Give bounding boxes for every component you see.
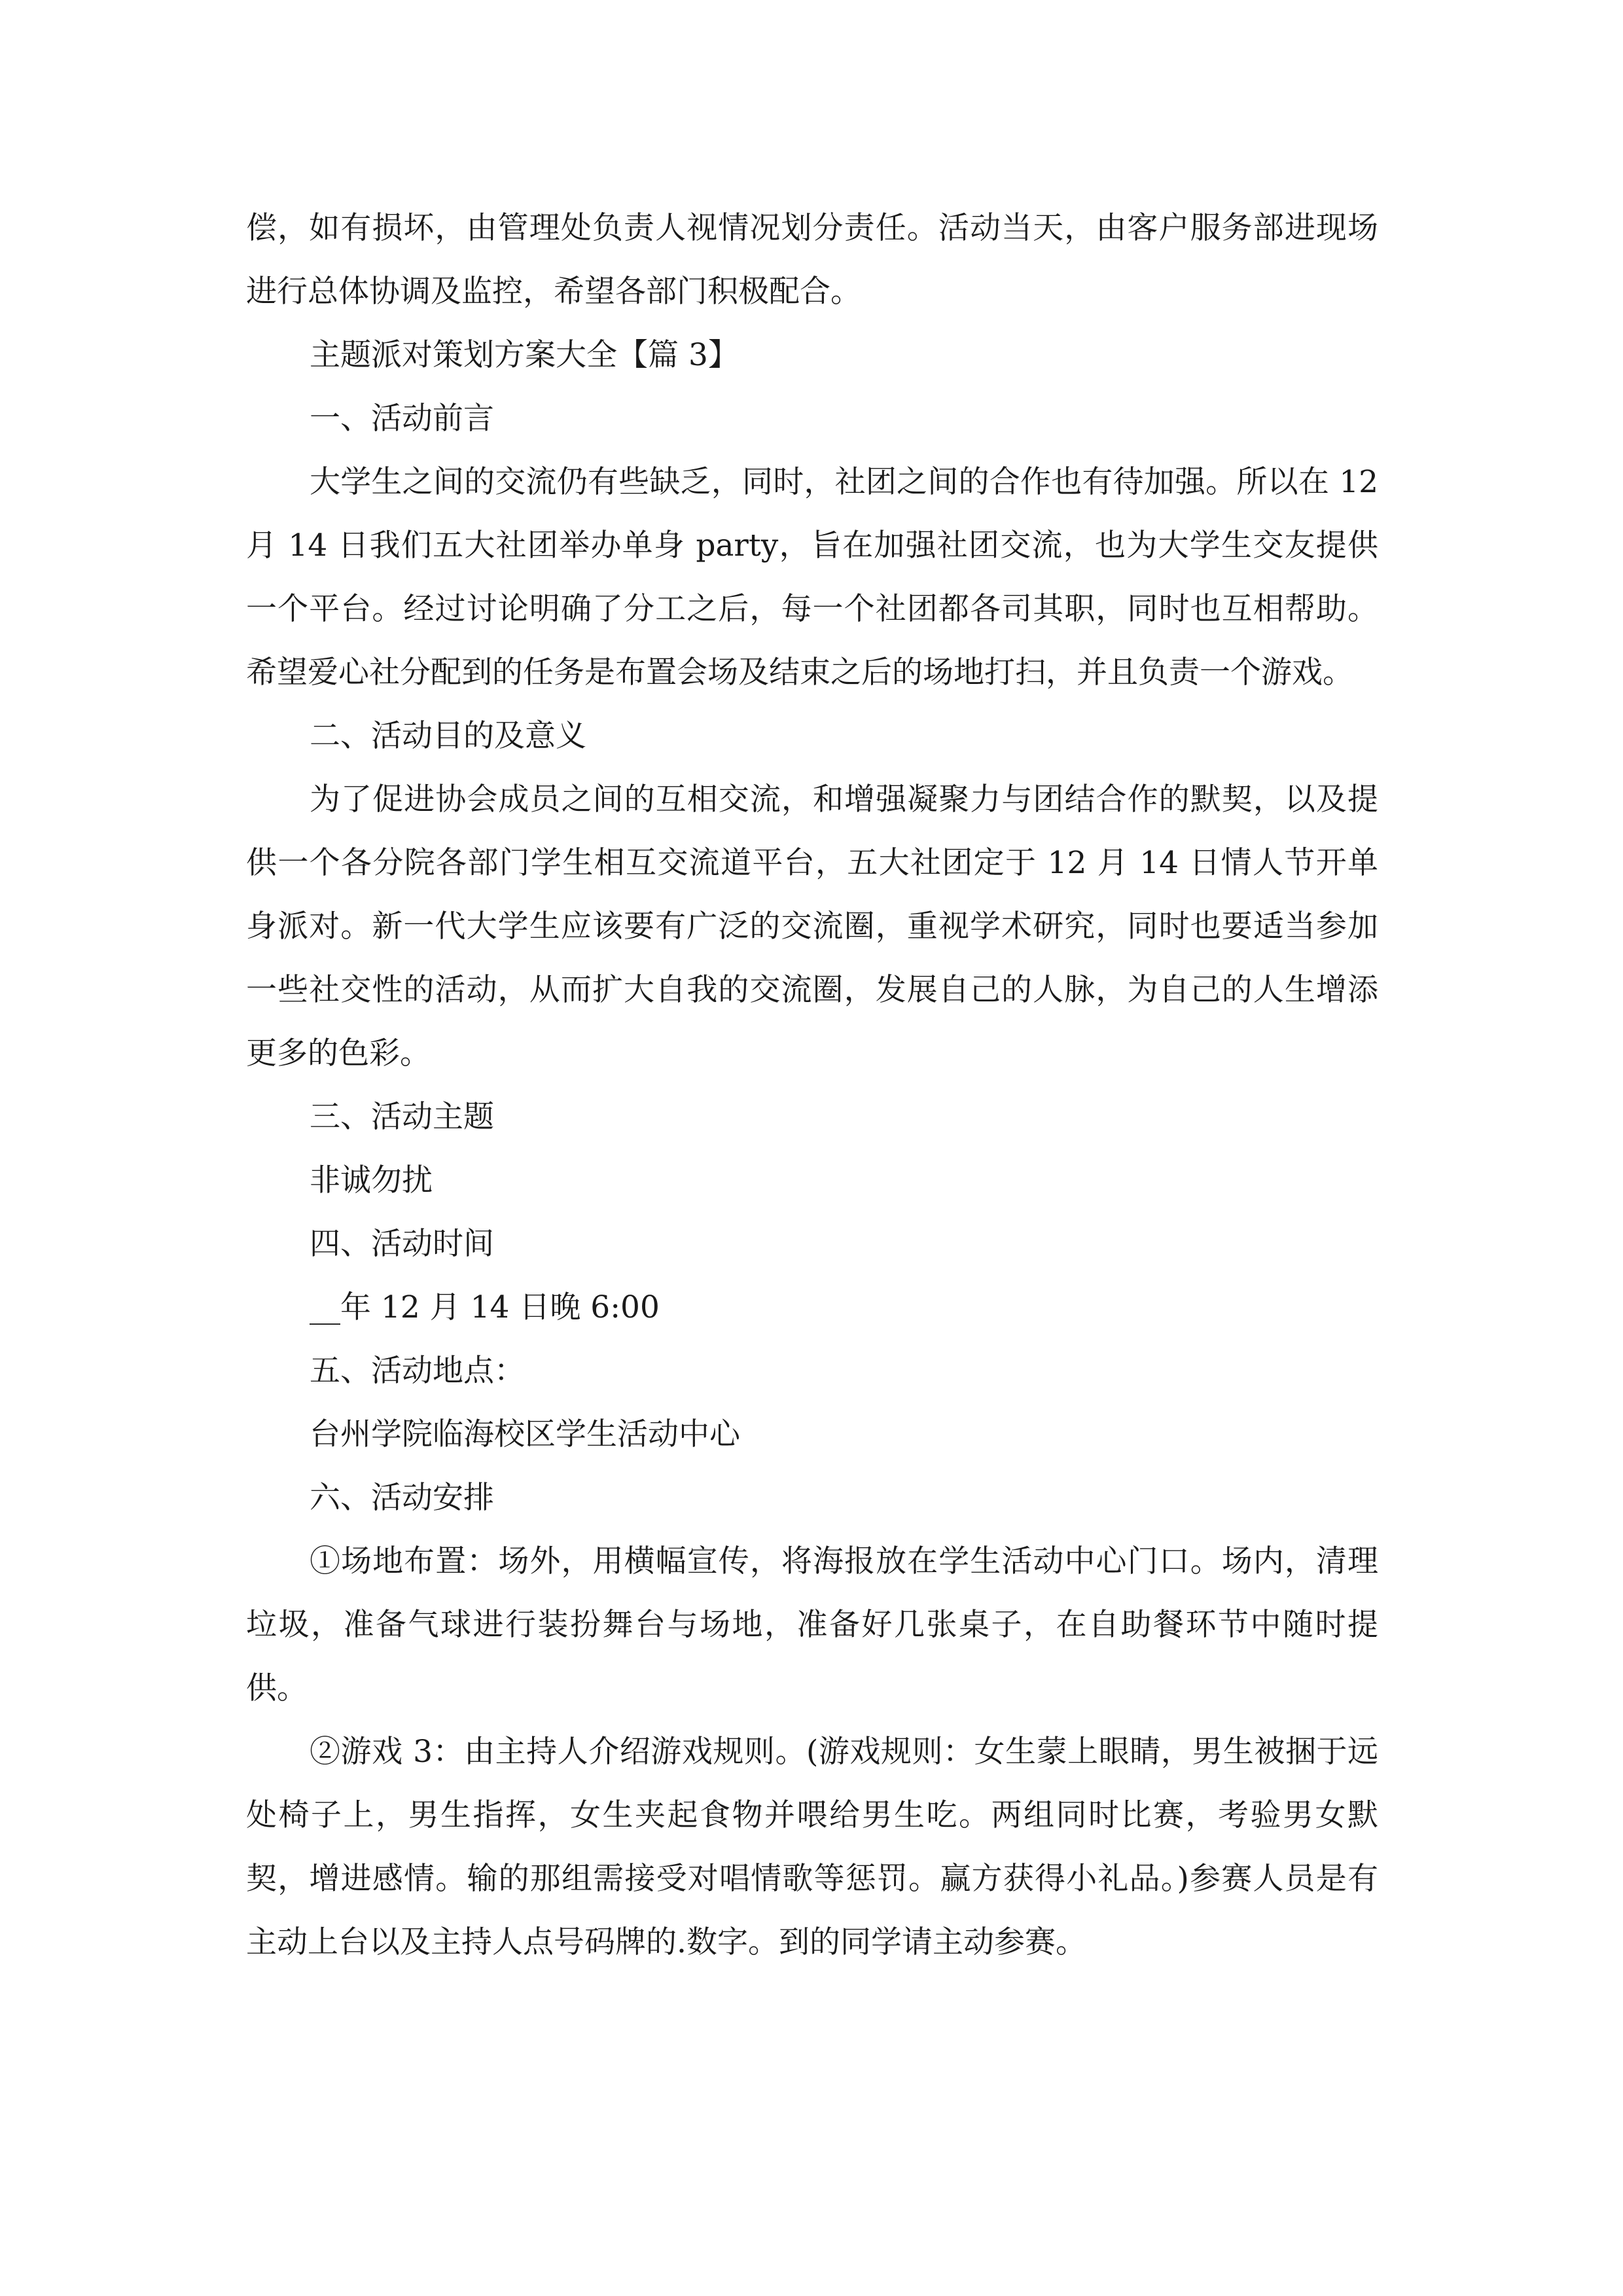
theme-value: 非诚勿扰	[310, 1162, 433, 1198]
section-heading-arrangement: 六、活动安排	[310, 1480, 494, 1516]
location-value: 台州学院临海校区学生活动中心	[310, 1416, 740, 1452]
paragraph-preface: 大学生之间的交流仍有些缺乏，同时，社团之间的合作也有待加强。所以在 12 月 14 日我们五大社团举办单身 party，旨在加强社团交流，也为大学生交友提供一个平台。经过讨论明确了分工之后，每一个社团都各司其职，同时也互相帮助。希望爱心社分配到的任务是布置会场及结束之后的场地打扫，并且负责一个游戏。	[246, 464, 1378, 691]
article-title: 主题派对策划方案大全【篇 3】	[310, 337, 739, 373]
paragraph-venue-setup: ①场地布置：场外，用横幅宣传，将海报放在学生活动中心门口。场内，清理垃圾，准备气球进行装扮舞台与场地，准备好几张桌子，在自助餐环节中随时提供。	[246, 1543, 1378, 1706]
section-heading-purpose: 二、活动目的及意义	[310, 718, 586, 754]
paragraph-purpose: 为了促进协会成员之间的互相交流，和增强凝聚力与团结合作的默契，以及提供一个各分院各部门学生相互交流道平台，五大社团定于 12 月 14 日情人节开单身派对。新一代大学生应该要有广泛的交流圈，重视学术研究，同时也要适当参加一些社交性的活动，从而扩大自我的交流圈，发展自己的人脉，为自己的人生增添更多的色彩。	[246, 781, 1378, 1071]
time-value: __年 12 月 14 日晚 6:00	[310, 1289, 660, 1325]
paragraph-game-3: ②游戏 3：由主持人介绍游戏规则。(游戏规则：女生蒙上眼睛，男生被捆于远处椅子上，男生指挥，女生夹起食物并喂给男生吃。两组同时比赛，考验男女默契，增进感情。输的那组需接受对唱情歌等惩罚。赢方获得小礼品。)参赛人员是有主动上台以及主持人点号码牌的.数字。到的同学请主动参赛。	[246, 1734, 1378, 1960]
paragraph-continuation: 偿，如有损坏，由管理处负责人视情况划分责任。活动当天，由客户服务部进现场进行总体协调及监控，希望各部门积极配合。	[246, 210, 1378, 310]
section-heading-location: 五、活动地点：	[310, 1353, 525, 1389]
section-heading-preface: 一、活动前言	[310, 401, 494, 437]
section-heading-theme: 三、活动主题	[310, 1099, 494, 1135]
section-heading-time: 四、活动时间	[310, 1226, 494, 1262]
document-body	[246, 196, 1378, 1974]
